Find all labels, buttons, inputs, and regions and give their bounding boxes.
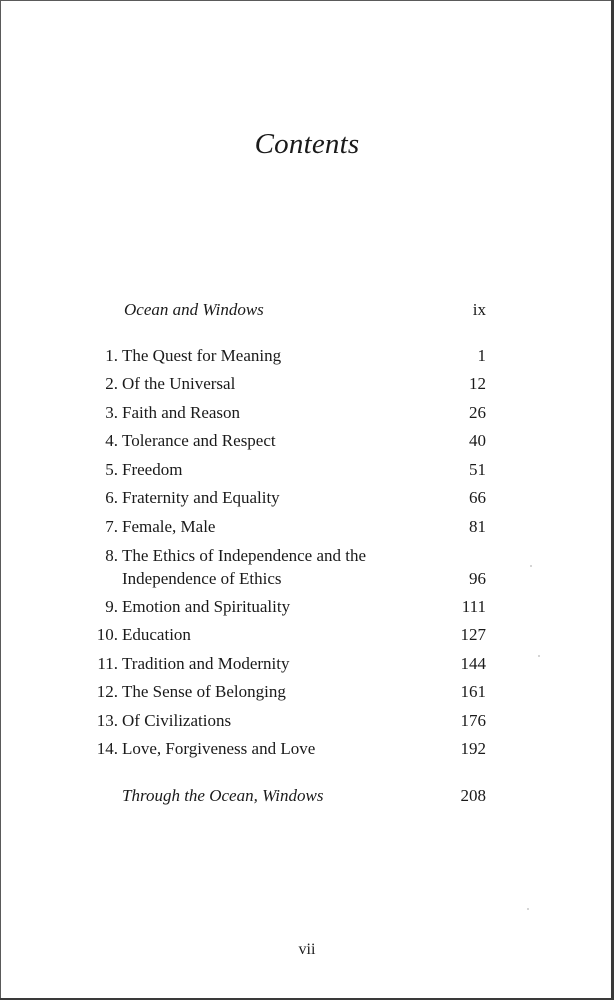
- toc-entry-number: 13.: [96, 711, 118, 730]
- toc-entry-title: Education: [122, 625, 191, 644]
- toc-entry-title: Love, Forgiveness and Love: [122, 739, 316, 758]
- toc-entry-title: Faith and Reason: [122, 403, 241, 422]
- toc-entry-page: 51: [469, 460, 486, 479]
- toc-entry-page: 176: [460, 711, 486, 730]
- toc-entry-page: 26: [469, 403, 486, 422]
- toc-entry-number: 4.: [105, 431, 118, 450]
- toc-entry-number: 10.: [96, 625, 118, 644]
- toc-entry-page: 127: [460, 625, 486, 644]
- toc-entry-page: 96: [469, 569, 486, 588]
- toc-entry-number: 2.: [105, 374, 118, 393]
- toc-entry-page: 12: [469, 374, 486, 393]
- toc-entry-page: 208: [460, 786, 486, 805]
- page-number: vii: [298, 941, 316, 958]
- toc-entry-page: 111: [461, 597, 486, 616]
- toc-entry-page: 81: [469, 517, 486, 536]
- toc-entry-number: 7.: [105, 517, 118, 536]
- toc-entry-number: 14.: [96, 739, 118, 758]
- toc-entry-title: Tolerance and Respect: [122, 431, 276, 450]
- toc-entry-title: Fraternity and Equality: [122, 488, 280, 507]
- toc-entry-page: 192: [460, 739, 486, 758]
- toc-entry-title: Of the Universal: [122, 374, 236, 393]
- toc-entry-page: 66: [469, 488, 486, 507]
- toc-entry-number: 6.: [105, 488, 118, 507]
- toc-entry-number: 11.: [97, 654, 118, 673]
- toc-entry-title: Through the Ocean, Windows: [122, 786, 324, 805]
- toc-entry-page: 40: [469, 431, 486, 450]
- toc-entry-title: Freedom: [122, 460, 183, 479]
- toc-entry-title: The Sense of Belonging: [122, 682, 286, 701]
- toc-entry-page: 144: [460, 654, 486, 673]
- toc-entry-number: 9.: [105, 597, 118, 616]
- toc-entry-page: 161: [460, 682, 486, 701]
- toc-entry-title: Tradition and Modernity: [122, 654, 290, 673]
- toc-entry-number: 8.: [105, 546, 118, 565]
- paper-speck: [538, 655, 540, 657]
- toc-entry-title: Ocean and Windows: [124, 300, 264, 319]
- toc-entry-number: 5.: [105, 460, 118, 479]
- toc-entry-number: 3.: [105, 403, 118, 422]
- toc-entry-title: The Ethics of Independence and the: [122, 546, 367, 565]
- toc-entry-page: ix: [472, 300, 486, 319]
- toc-entry-number: 1.: [105, 346, 118, 365]
- toc-entry-page: 1: [477, 346, 486, 365]
- page-title: Contents: [254, 128, 360, 160]
- toc-entry-number: 12.: [96, 682, 118, 701]
- toc-entry-title: The Quest for Meaning: [122, 346, 282, 365]
- toc-entry-title: Of Civilizations: [122, 711, 232, 730]
- toc-entry-title-continued: Independence of Ethics: [122, 569, 282, 588]
- paper-speck: [530, 565, 532, 567]
- toc-entry-title: Emotion and Spirituality: [122, 597, 291, 616]
- toc-entry-title: Female, Male: [122, 517, 216, 536]
- paper-speck: [527, 908, 529, 910]
